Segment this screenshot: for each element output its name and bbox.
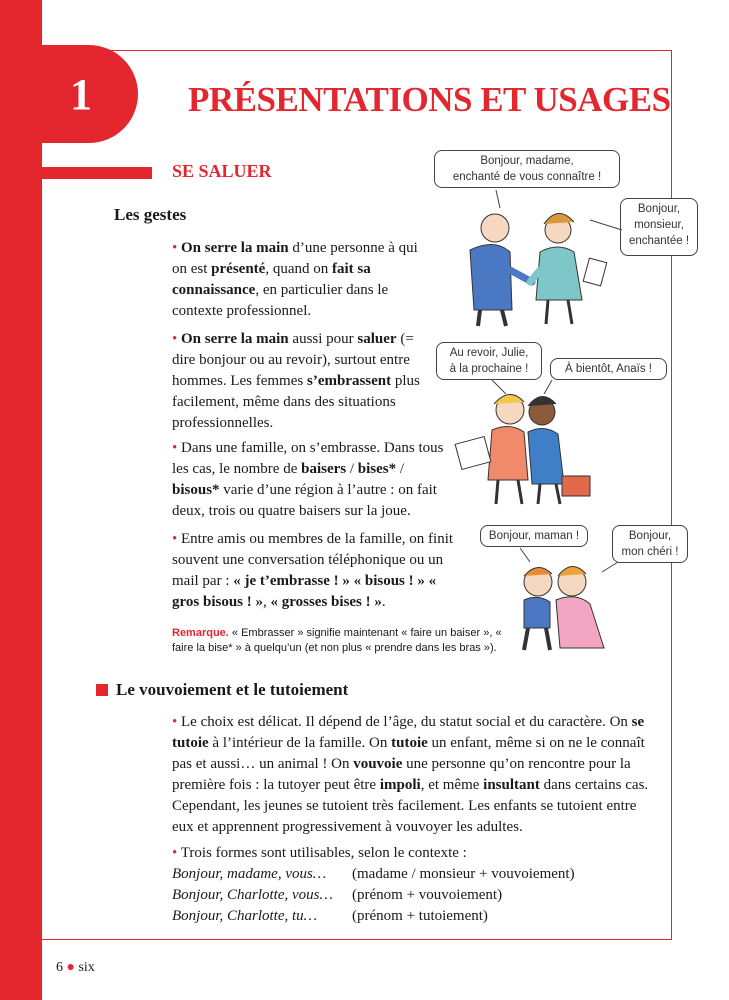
bubble-tail — [590, 220, 622, 230]
speech-bubble-4: À bientôt, Anaïs ! — [550, 358, 667, 380]
document-icon — [583, 258, 607, 286]
bubble-tail — [602, 562, 618, 572]
section2-title: Le vouvoiement et le tutoiement — [96, 680, 348, 700]
bullet-icon: • — [172, 714, 178, 730]
woman-dress — [536, 247, 582, 300]
bullet-icon: • — [172, 240, 178, 256]
paragraph-forms-intro: • Trois formes sont utilisables, selon le contexte : — [172, 845, 467, 861]
briefcase-icon — [562, 476, 590, 496]
square-bullet-icon — [96, 684, 108, 696]
chapter-number-badge — [30, 45, 138, 143]
cheek-kiss-illustration — [452, 380, 602, 510]
mother-dress — [556, 597, 604, 648]
bullet-icon: • — [172, 331, 178, 347]
child-mother-illustration — [490, 548, 640, 658]
paragraph-greeting: • On serre la main aussi pour saluer (= dire bonjour ou au revoir), surtout entre hommes. Les femmes s’embrassent plus facilement, même dans des situations professionnelles. — [172, 331, 420, 431]
woman-hair — [544, 213, 574, 224]
speech-bubble-3: Au revoir, Julie, à la prochaine ! — [436, 342, 542, 380]
chapter-number: 1 — [70, 69, 92, 119]
bubble-tail — [496, 190, 500, 208]
bullet-icon: • — [172, 845, 178, 861]
speech-bubble-2: Bonjour, monsieur, enchantée ! — [620, 198, 698, 256]
page-footer — [56, 960, 95, 976]
bubble-tail — [520, 548, 530, 562]
speech-bubble-1: Bonjour, madame, enchanté de vous connaître ! — [434, 150, 620, 188]
child-legs — [524, 628, 550, 650]
child-shirt — [524, 597, 550, 628]
section-bar — [42, 167, 152, 179]
paragraph-kisses: • Dans une famille, on s’embrasse. Dans tous les cas, le nombre de baisers / bises* / bisous* varie d’une région à l’autre : on fait deux, trois ou quatre baisers sur la joue. — [172, 440, 444, 519]
man-suit — [470, 244, 512, 310]
page-number: 6 — [56, 960, 63, 975]
woman1-legs — [496, 480, 522, 504]
page-number-word: six — [78, 960, 95, 975]
woman2-dress — [528, 428, 564, 484]
left-margin-bar — [0, 0, 42, 1000]
bullet-icon: • — [172, 440, 178, 456]
bullet-icon: ● — [66, 960, 75, 975]
paragraph-handshake: • On serre la main d’une personne à qui on est présenté, quand on fait sa connaissance, en particulier dans le contexte professionnel. — [172, 240, 418, 319]
list-item: Bonjour, Charlotte, vous… (prénom + vouvoiement) — [172, 887, 503, 903]
chapter-title: PRÉSENTATIONS ET USAGES — [188, 80, 671, 119]
remark-note: Remarque. « Embrasser » signifie maintenant « faire un baiser », « faire la bise* » à quelqu’un (et non plus « prendre dans les bras »). — [172, 627, 502, 654]
speech-bubble-6: Bonjour, mon chéri ! — [612, 525, 688, 563]
list-item: Bonjour, madame, vous… (madame / monsieur + vouvoiement) — [172, 866, 575, 882]
bubble-tail — [544, 380, 552, 394]
paragraph-tutoiement: • Le choix est délicat. Il dépend de l’âge, du statut social et du caractère. On se tutoie à l’intérieur de la famille. On tutoie un enfant, même si on ne le connaît pas et aussi… un animal ! On vouvoie une personne qu’on rencontre pour la première fois : la tutoyer peut être impoli, et même insultant dans certains cas. Cependant, les jeunes se tutoient très facilement. Les enfants se tutoient entre eux et apprennent progressivement à vouvoyer les adultes. — [172, 714, 649, 835]
forms-list — [172, 864, 575, 927]
bullet-icon: • — [172, 531, 178, 547]
man-head — [481, 214, 509, 242]
woman2-legs — [538, 484, 560, 504]
handshake-illustration — [440, 190, 630, 330]
bubble-tail — [492, 380, 506, 394]
speech-bubble-5: Bonjour, maman ! — [480, 525, 588, 547]
woman1-suit — [488, 426, 528, 480]
man-legs — [478, 310, 506, 326]
list-item: Bonjour, Charlotte, tu… (prénom + tutoiement) — [172, 908, 488, 924]
subsection-title: Les gestes — [114, 205, 187, 224]
folder-icon — [455, 437, 491, 470]
paragraph-closings: • Entre amis ou membres de la famille, on finit souvent une conversation téléphonique ou un mail par : « je t’embrasse ! » « bisous ! » « gros bisous ! », « grosses bises ! ». — [172, 531, 454, 610]
section-title: SE SALUER — [172, 161, 272, 181]
woman-legs — [546, 300, 572, 324]
